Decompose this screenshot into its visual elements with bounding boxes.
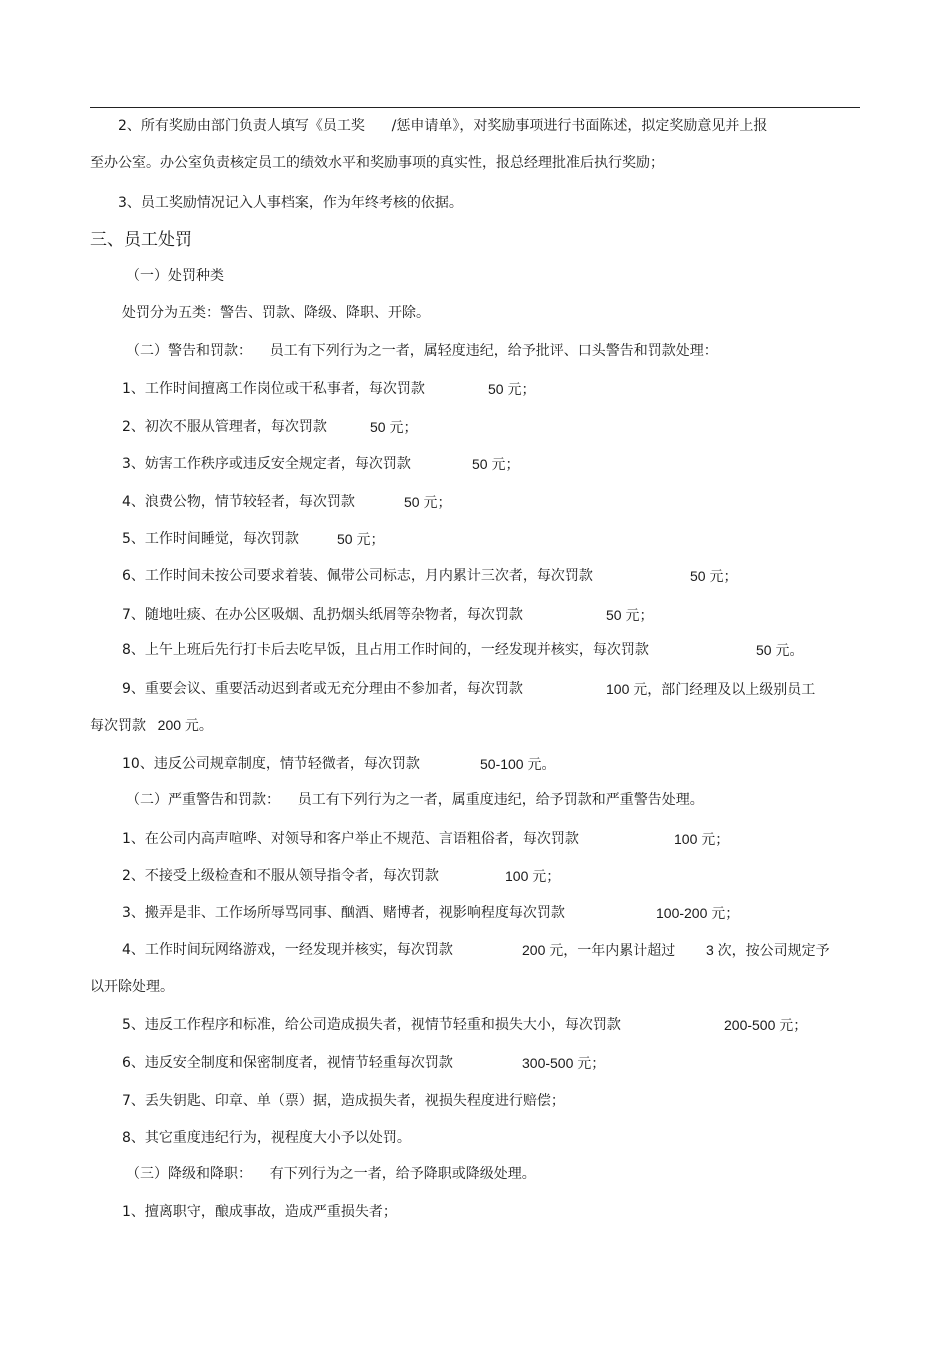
list-item: 7、丢失钥匙、印章、单（票）据，造成损失者，视损失程度进行赔偿； (122, 1093, 565, 1109)
list-item-amount: 200 元，一年内累计超过 (522, 942, 676, 958)
list-item-amount: 50 元； (337, 531, 385, 547)
list-item: 4、工作时间玩网络游戏，一经发现并核实，每次罚款 (122, 942, 453, 958)
list-item: 5、违反工作程序和标准，给公司造成损失者，视情节轻重和损失大小，每次罚款 (122, 1017, 621, 1033)
list-item: 3、妨害工作秩序或违反安全规定者，每次罚款 (122, 456, 411, 472)
text-line: 处罚分为五类：警告、罚款、降级、降职、开除。 (122, 305, 430, 321)
section-heading: 三、员工处罚 (90, 230, 192, 250)
text-line: 至办公室。办公室负责核定员工的绩效水平和奖励事项的真实性，报总经理批准后执行奖励； (90, 155, 664, 171)
text-line: 3、员工奖励情况记入人事档案，作为年终考核的依据。 (118, 195, 463, 211)
list-item: 8、上午上班后先行打卡后去吃早饭，且占用工作时间的，一经发现并核实，每次罚款 (122, 642, 649, 658)
subsection-heading: （二）警告和罚款： 员工有下列行为之一者，属轻度违纪，给予批评、口头警告和罚款处理： (126, 343, 718, 359)
subsection-heading: （一）处罚种类 (126, 268, 224, 284)
subsection-heading: （二）严重警告和罚款： 员工有下列行为之一者，属重度违纪，给予罚款和严重警告处理。 (126, 792, 704, 808)
list-item-amount: 200-500 元； (724, 1017, 808, 1033)
list-item-amount: 50 元； (370, 419, 418, 435)
list-item-amount: 100 元； (505, 868, 561, 884)
list-item-amount: 50 元； (690, 568, 738, 584)
list-item-amount: 50 元； (404, 494, 452, 510)
list-item-amount: 50 元； (488, 381, 536, 397)
list-item: 2、初次不服从管理者，每次罚款 (122, 419, 327, 435)
list-item: 9、重要会议、重要活动迟到者或无充分理由不参加者，每次罚款 (122, 681, 523, 697)
list-item: 4、浪费公物，情节较轻者，每次罚款 (122, 494, 355, 510)
list-item-amount: 100 元，部门经理及以上级别员工 (606, 681, 816, 697)
list-item-amount: 100-200 元； (656, 905, 740, 921)
text-line: 每次罚款 200 元。 (90, 717, 213, 733)
list-item: 8、其它重度违纪行为，视程度大小予以处罚。 (122, 1130, 411, 1146)
list-item-amount: 50-100 元。 (480, 756, 556, 772)
text-line: 以开除处理。 (90, 979, 174, 995)
list-item-amount: 50 元； (606, 607, 654, 623)
list-item: 1、在公司内高声喧哗、对领导和客户举止不规范、言语粗俗者，每次罚款 (122, 831, 579, 847)
list-item-amount: 50 元。 (756, 642, 804, 658)
list-item-amount: 50 元； (472, 456, 520, 472)
list-item: 2、不接受上级检查和不服从领导指令者，每次罚款 (122, 868, 439, 884)
list-item: 10、违反公司规章制度，情节轻微者，每次罚款 (122, 756, 420, 772)
list-item: 7、随地吐痰、在办公区吸烟、乱扔烟头纸屑等杂物者，每次罚款 (122, 607, 523, 623)
text-line: 2、所有奖励由部门负责人填写《员工奖 /惩申请单》，对奖励事项进行书面陈述，拟定奖励意见并上报 (118, 118, 768, 134)
subsection-heading: （三）降级和降职： 有下列行为之一者，给予降职或降级处理。 (126, 1166, 536, 1182)
list-item: 1、擅离职守，酿成事故，造成严重损失者； (122, 1204, 397, 1220)
list-item: 6、违反安全制度和保密制度者，视情节轻重每次罚款 (122, 1055, 453, 1071)
list-item-amount: 3 次，按公司规定予 (706, 942, 830, 958)
list-item: 6、工作时间未按公司要求着装、佩带公司标志，月内累计三次者，每次罚款 (122, 568, 593, 584)
list-item: 5、工作时间睡觉，每次罚款 (122, 531, 299, 547)
list-item: 3、搬弄是非、工作场所辱骂同事、酗酒、赌博者，视影响程度每次罚款 (122, 905, 565, 921)
header-rule (90, 107, 860, 108)
list-item-amount: 300-500 元； (522, 1055, 606, 1071)
list-item: 1、工作时间擅离工作岗位或干私事者，每次罚款 (122, 381, 425, 397)
list-item-amount: 100 元； (674, 831, 730, 847)
